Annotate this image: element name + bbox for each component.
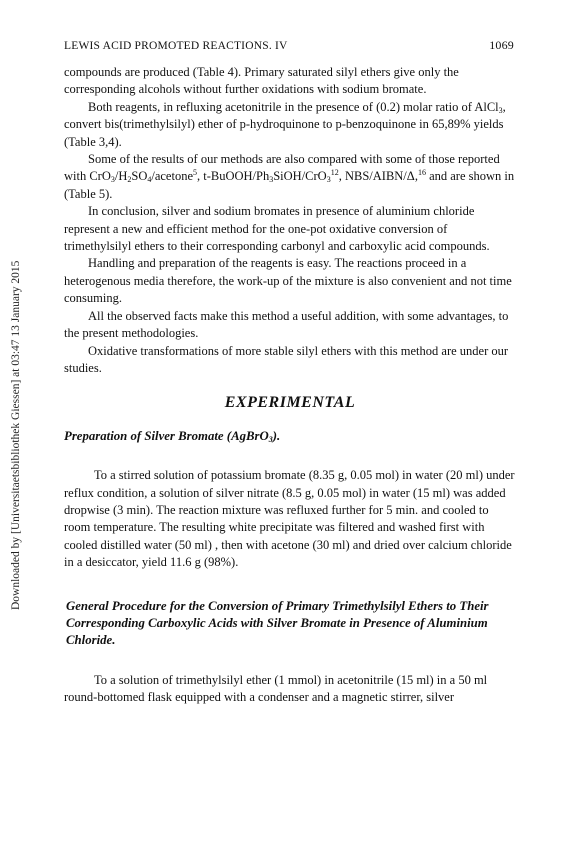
- subheading-silver-bromate: Preparation of Silver Bromate (AgBrO$_3$).: [64, 428, 281, 444]
- paragraph-5: Handling and preparation of the reagents is easy. The reactions proceed in a heterogenous media therefore, the work-up of the mixture is also convenient and not time consuming.: [64, 256, 512, 306]
- procedure-silver-bromate: To a stirred solution of potassium bromate (8.35 g, 0.05 mol) in water (20 ml) under reflux condition, a solution of silver nitrate (8.5 g, 0.05 mol) in water (15 ml) was added dropwise (3 min). The reaction mixture was refluxed further for 5 min. and cooled to room temperature. The resulting white precipitate was filtered and washed first with cooled distilled water (50 ml) , then with acetone (30 ml) and dried over calcium chloride in a desiccator, yield 11.6 g (98%).: [64, 468, 515, 570]
- paragraph-6: All the observed facts make this method a useful addition, with some advantages, to the present methodologies.: [64, 308, 509, 341]
- running-header: [64, 38, 514, 53]
- paragraph-1: compounds are produced (Table 4). Primary saturated silyl ethers give only the corresponding alcohols without further oxidations with sodium bromate.: [64, 65, 459, 97]
- procedure-general: To a solution of trimethylsilyl ether (1 mmol) in acetonitrile (15 ml) in a 50 ml round-bottomed flask equipped with a condenser and a magnetic stirrer, silver: [64, 672, 488, 705]
- paragraph-3: Some of the results of our methods are also compared with some of those reported with $CrO_3/H_2SO_4/acetone^5$, $t-BuOOH/Ph_3SiOH/CrO_3^{12}$, NBS/AIBN/Δ,$^{16}$ and are shown in (Table 5).: [64, 152, 515, 201]
- section-title-experimental: EXPERIMENTAL: [224, 394, 356, 412]
- page-number: 1069: [489, 38, 514, 52]
- download-watermark: Downloaded by [Universitaetsbibliothek Giessen] at 03:47 13 January 2015: [10, 260, 22, 610]
- subheading-general-procedure: General Procedure for the Conversion of Primary Trimethylsilyl Ethers to Their Corresponding Carboxylic Acids with Silver Bromate in Presence of Aluminium Chloride.: [66, 598, 489, 648]
- paragraph-4: In conclusion, silver and sodium bromates in presence of aluminium chloride represent a new and efficient method for the one-pot oxidative conversion of trimethylsilyl ethers to their corresponding carbonyl and carboxylic acid compounds.: [64, 204, 490, 254]
- paragraph-2: Both reagents, in refluxing acetonitrile in the presence of (0.2) molar ratio of AlCl$_3$, convert bis(trimethylsilyl) ether of p-hydroquinone to p-benzoquinone in 65,89% yields (Table 3,4).: [64, 99, 506, 149]
- running-title: LEWIS ACID PROMOTED REACTIONS. IV: [64, 40, 288, 52]
- paragraph-7: Oxidative transformations of more stable silyl ethers with this method are under our studies.: [64, 343, 509, 375]
- page-body: [64, 64, 516, 707]
